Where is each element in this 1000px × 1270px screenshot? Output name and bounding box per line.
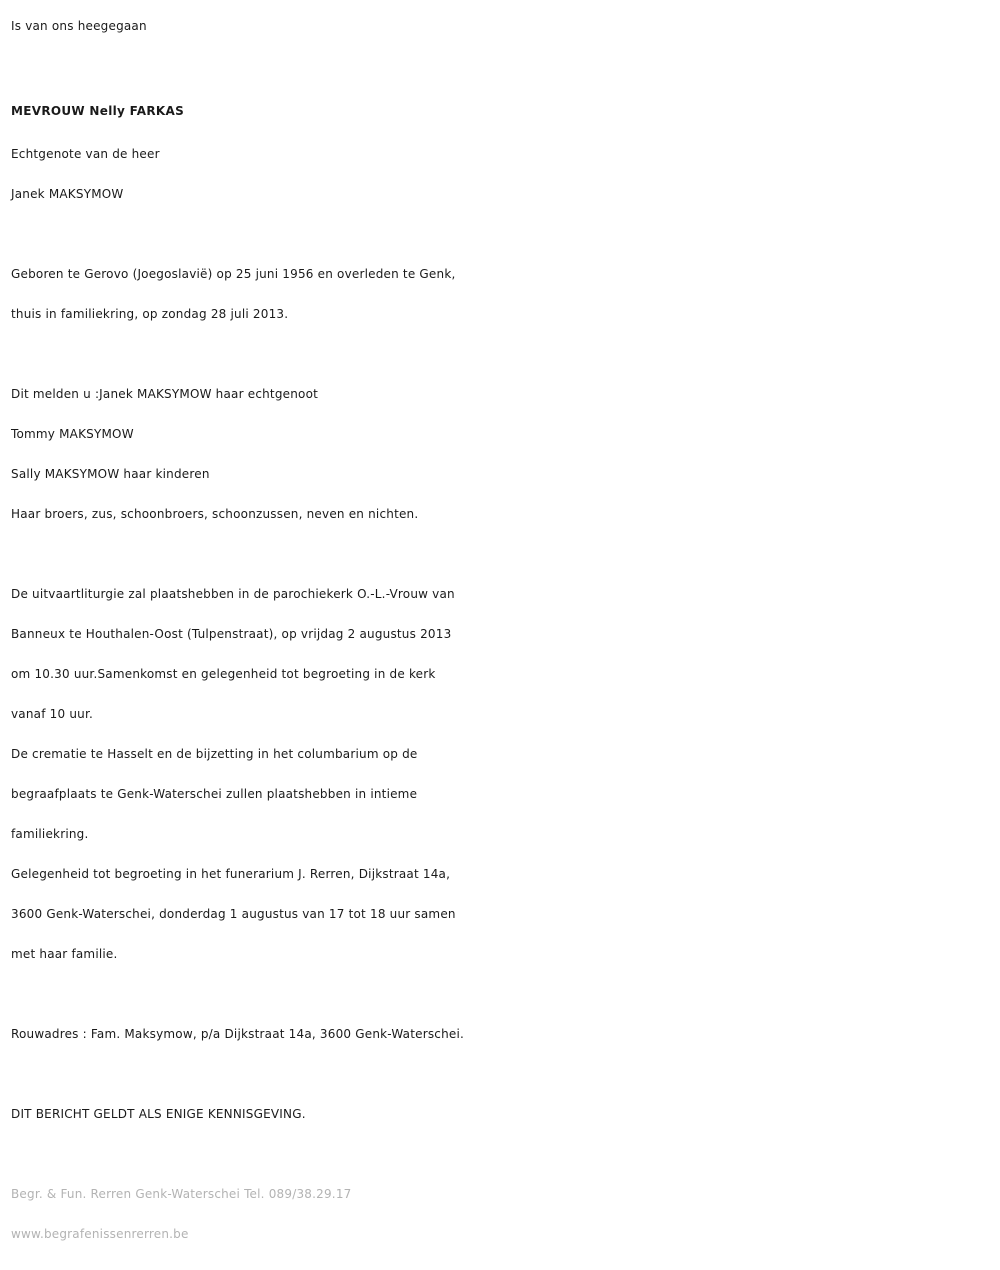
spouse-block xyxy=(11,134,996,214)
ceremony-line: begraafplaats te Genk-Waterschei zullen plaatshebben in intieme xyxy=(11,787,418,801)
notice-statement: DIT BERICHT GELDT ALS ENIGE KENNISGEVING. xyxy=(11,1107,306,1121)
birth-death-block xyxy=(11,254,996,334)
spouse-line: Janek MAKSYMOW xyxy=(11,187,124,201)
deceased-name: MEVROUW Nelly FARKAS xyxy=(11,104,185,118)
announcers-block xyxy=(11,374,996,534)
ceremony-line: De crematie te Hasselt en de bijzetting in het columbarium op de xyxy=(11,747,418,761)
ceremony-line: vanaf 10 uur. xyxy=(11,707,93,721)
ceremony-line: om 10.30 uur.Samenkomst en gelegenheid tot begroeting in de kerk xyxy=(11,667,436,681)
mourning-address: Rouwadres : Fam. Maksymow, p/a Dijkstraat 14a, 3600 Genk-Waterschei. xyxy=(11,1027,465,1041)
ceremony-line: Banneux te Houthalen-Oost (Tulpenstraat), op vrijdag 2 augustus 2013 xyxy=(11,627,452,641)
footer xyxy=(11,1174,996,1254)
funeral-home-info: Begr. & Fun. Rerren Genk-Waterschei Tel. 089/38.29.17 xyxy=(11,1187,352,1201)
ceremony-line: familiekring. xyxy=(11,827,89,841)
announcer-line: Dit melden u :Janek MAKSYMOW haar echtgenoot xyxy=(11,387,319,401)
intro-text: Is van ons heegegaan xyxy=(11,19,147,33)
ceremony-line: De uitvaartliturgie zal plaatshebben in de parochiekerk O.-L.-Vrouw van xyxy=(11,587,455,601)
ceremony-block xyxy=(11,574,996,974)
announcer-line: Haar broers, zus, schoonbroers, schoonzussen, neven en nichten. xyxy=(11,507,419,521)
spouse-line: Echtgenote van de heer xyxy=(11,147,160,161)
announcer-line: Sally MAKSYMOW haar kinderen xyxy=(11,467,210,481)
ceremony-line: met haar familie. xyxy=(11,947,118,961)
ceremony-line: 3600 Genk-Waterschei, donderdag 1 augustus van 17 tot 18 uur samen xyxy=(11,907,456,921)
ceremony-line: Gelegenheid tot begroeting in het funerarium J. Rerren, Dijkstraat 14a, xyxy=(11,867,451,881)
obituary-notice xyxy=(11,0,996,1254)
website-link[interactable]: www.begrafenissenrerren.be xyxy=(11,1227,189,1241)
birth-death-line: Geboren te Gerovo (Joegoslavië) op 25 juni 1956 en overleden te Genk, xyxy=(11,267,456,281)
birth-death-line: thuis in familiekring, op zondag 28 juli 2013. xyxy=(11,307,289,321)
announcer-line: Tommy MAKSYMOW xyxy=(11,427,134,441)
